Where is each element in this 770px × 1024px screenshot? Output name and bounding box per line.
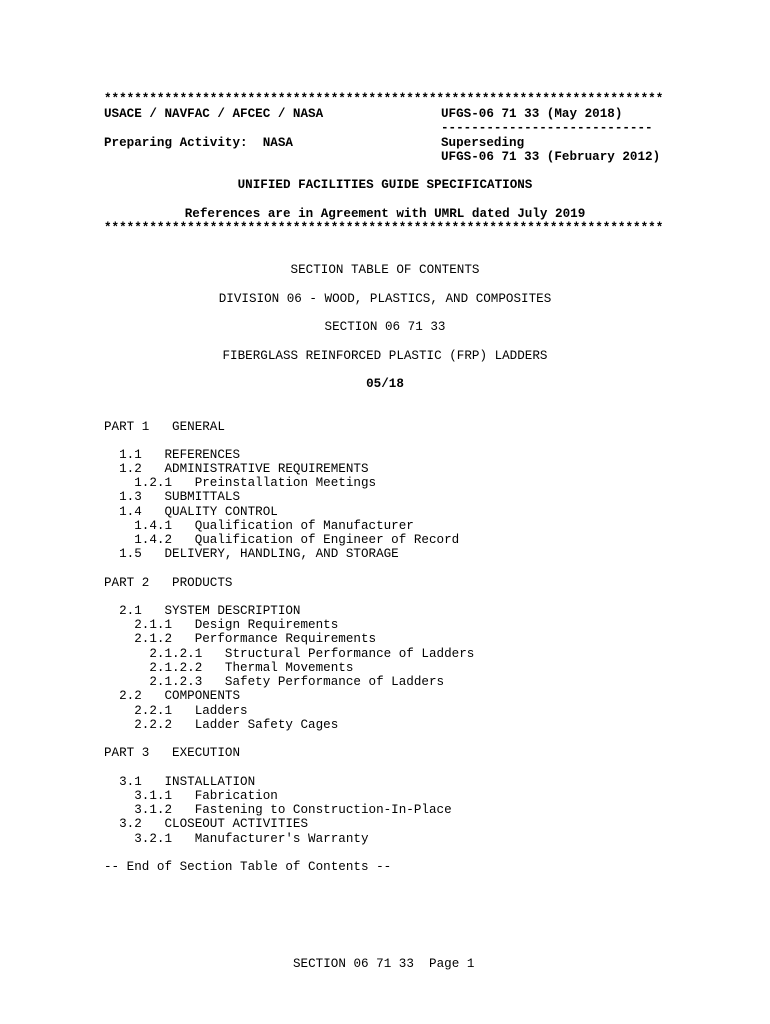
toc-item-1-2-1[interactable]: 1.2.1 Preinstallation Meetings	[104, 476, 377, 490]
toc-item-2-2-2[interactable]: 2.2.2 Ladder Safety Cages	[104, 718, 339, 732]
toc-part-1[interactable]: PART 1 GENERAL	[104, 420, 225, 434]
toc-item-3-2-1[interactable]: 3.2.1 Manufacturer's Warranty	[104, 832, 369, 846]
toc-item-1-4-2[interactable]: 1.4.2 Qualification of Engineer of Record	[104, 533, 460, 547]
header-spec-number: UFGS-06 71 33 (May 2018)	[441, 107, 623, 121]
toc-item-2-1-2[interactable]: 2.1.2 Performance Requirements	[104, 632, 377, 646]
header-preparing-activity: Preparing Activity: NASA	[104, 136, 293, 150]
header-guide-title: UNIFIED FACILITIES GUIDE SPECIFICATIONS	[237, 178, 533, 192]
toc-item-2-2-1[interactable]: 2.2.1 Ladders	[104, 704, 248, 718]
header-superseding: Superseding	[441, 136, 525, 150]
division-title: DIVISION 06 - WOOD, PLASTICS, AND COMPOSITES	[218, 292, 552, 306]
header-references-note: References are in Agreement with UMRL dated July 2019	[184, 207, 586, 221]
header-dash-rule: ----------------------------	[441, 121, 653, 135]
section-number: SECTION 06 71 33	[324, 320, 446, 334]
toc-item-3-1-1[interactable]: 3.1.1 Fabrication	[104, 789, 278, 803]
toc-item-3-2[interactable]: 3.2 CLOSEOUT ACTIVITIES	[104, 817, 309, 831]
section-subject: FIBERGLASS REINFORCED PLASTIC (FRP) LADDERS	[222, 349, 548, 363]
toc-item-2-1-2-2[interactable]: 2.1.2.2 Thermal Movements	[104, 661, 354, 675]
toc-item-1-4[interactable]: 1.4 QUALITY CONTROL	[104, 505, 278, 519]
toc-part-2[interactable]: PART 2 PRODUCTS	[104, 576, 233, 590]
toc-heading: SECTION TABLE OF CONTENTS	[290, 263, 480, 277]
toc-item-2-1[interactable]: 2.1 SYSTEM DESCRIPTION	[104, 604, 301, 618]
section-date: 05/18	[366, 377, 404, 391]
toc-item-2-1-2-3[interactable]: 2.1.2.3 Safety Performance of Ladders	[104, 675, 445, 689]
toc-item-2-1-2-1[interactable]: 2.1.2.1 Structural Performance of Ladders	[104, 647, 475, 661]
header-star-rule-bottom: **************************************************************************	[104, 221, 664, 235]
toc-end-marker: -- End of Section Table of Contents --	[104, 860, 392, 874]
header-star-rule-top: **************************************************************************	[104, 92, 664, 106]
toc-item-1-4-1[interactable]: 1.4.1 Qualification of Manufacturer	[104, 519, 414, 533]
header-superseded-spec: UFGS-06 71 33 (February 2012)	[441, 150, 661, 164]
toc-part-3[interactable]: PART 3 EXECUTION	[104, 746, 241, 760]
toc-item-1-1[interactable]: 1.1 REFERENCES	[104, 448, 241, 462]
toc-item-2-2[interactable]: 2.2 COMPONENTS	[104, 689, 241, 703]
toc-item-1-5[interactable]: 1.5 DELIVERY, HANDLING, AND STORAGE	[104, 547, 399, 561]
toc-item-3-1-2[interactable]: 3.1.2 Fastening to Construction-In-Place	[104, 803, 452, 817]
toc-item-2-1-1[interactable]: 2.1.1 Design Requirements	[104, 618, 339, 632]
page-footer: SECTION 06 71 33 Page 1	[293, 957, 475, 971]
toc-item-1-2[interactable]: 1.2 ADMINISTRATIVE REQUIREMENTS	[104, 462, 369, 476]
toc-item-1-3[interactable]: 1.3 SUBMITTALS	[104, 490, 241, 504]
toc-item-3-1[interactable]: 3.1 INSTALLATION	[104, 775, 256, 789]
header-agencies: USACE / NAVFAC / AFCEC / NASA	[104, 107, 324, 121]
